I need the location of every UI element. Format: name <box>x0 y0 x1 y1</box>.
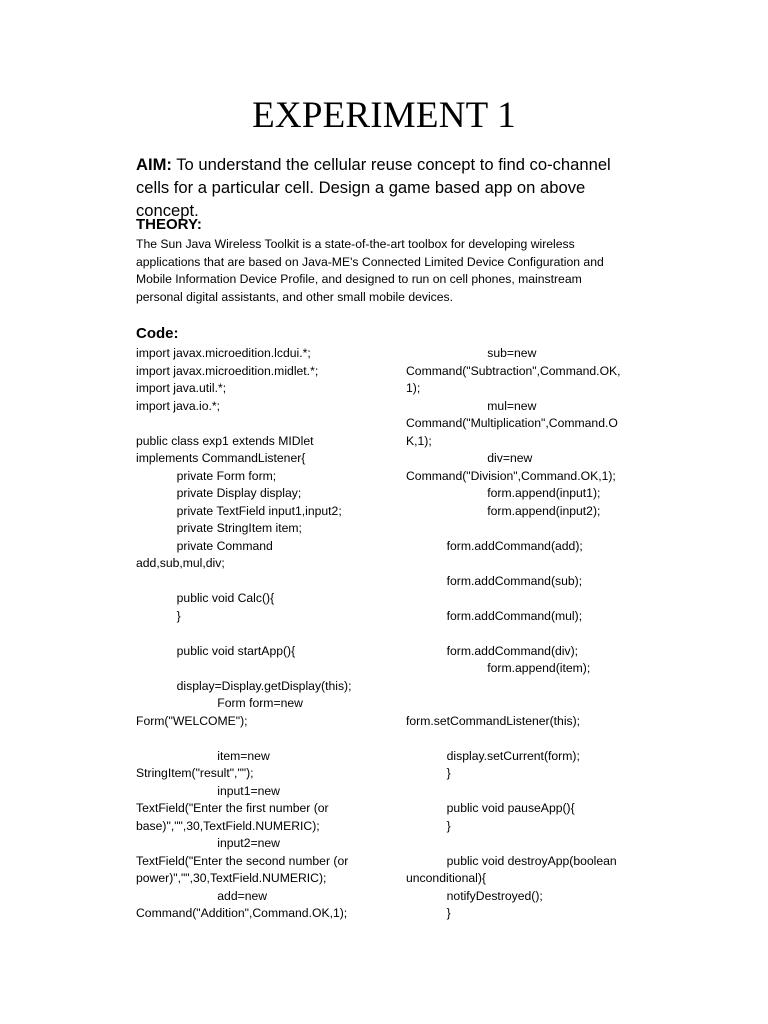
aim-label: AIM: <box>136 155 172 174</box>
code-line: form.addCommand(sub); <box>406 573 583 588</box>
code-line: add=new <box>136 888 268 903</box>
aim-text: To understand the cellular reuse concept to find co-channel cells for a particular cell. Design a game based app on above concept. <box>136 155 611 220</box>
code-line: } <box>136 608 181 623</box>
code-line: private Display display; <box>136 486 302 500</box>
code-line: Command("Multiplication",Command.O <box>406 416 618 430</box>
code-line <box>406 555 646 573</box>
code-line: form.addCommand(div); <box>406 643 579 658</box>
code-line: Command("Subtraction",Command.OK, <box>406 363 621 378</box>
code-line <box>136 660 386 678</box>
theory-paragraph: The Sun Java Wireless Toolkit is a state-of-the-art toolbox for developing wireless applications that are based on Java-ME's Connected Limited Device Configuration and Mobile Information Device Profile, and designed to run on cell phones, mainstream personal digital assistants, and other small mobile devices. <box>136 237 604 304</box>
code-line: div=new <box>406 451 533 465</box>
code-line: add,sub,mul,div; <box>136 556 225 570</box>
code-line: private Command <box>136 538 273 553</box>
code-line: form.addCommand(add); <box>406 538 583 553</box>
code-line <box>406 678 646 696</box>
aim-paragraph <box>136 153 646 222</box>
code-line: import javax.microedition.lcdui.*; <box>136 346 311 360</box>
code-line <box>406 783 646 801</box>
code-line: K,1); <box>406 433 432 448</box>
code-line: public void pauseApp(){ <box>406 801 575 815</box>
code-heading: Code: <box>136 325 179 342</box>
code-line: } <box>406 766 451 780</box>
code-line <box>136 625 386 643</box>
page-title: EXPERIMENT 1 <box>252 95 516 136</box>
code-line: Form form=new <box>136 696 303 710</box>
code-column-left <box>136 345 386 923</box>
code-line: Command("Addition",Command.OK,1); <box>136 906 348 920</box>
code-line: private Form form; <box>136 468 277 483</box>
code-line <box>406 625 646 643</box>
code-line <box>136 415 386 433</box>
code-line: form.setCommandListener(this); <box>406 713 581 728</box>
code-line <box>406 730 646 748</box>
code-line: power)","",30,TextField.NUMERIC); <box>136 871 327 885</box>
code-line: item=new <box>136 748 270 763</box>
code-line: mul=new <box>406 398 537 413</box>
code-column-right <box>406 345 646 923</box>
code-line: input2=new <box>136 836 280 850</box>
code-line: } <box>406 906 451 920</box>
code-line: sub=new <box>406 346 537 360</box>
code-line: public class exp1 extends MIDlet <box>136 433 314 448</box>
code-line <box>136 573 386 591</box>
code-line: private StringItem item; <box>136 521 302 535</box>
code-line: display=Display.getDisplay(this); <box>136 678 352 693</box>
code-line: private TextField input1,input2; <box>136 503 342 518</box>
code-line: notifyDestroyed(); <box>406 888 543 903</box>
code-line: StringItem("result",""); <box>136 766 254 780</box>
code-line: public void startApp(){ <box>136 643 296 658</box>
theory-heading: THEORY: <box>136 216 202 233</box>
code-line: TextField("Enter the first number (or <box>136 801 329 815</box>
code-line: Form("WELCOME"); <box>136 713 248 728</box>
code-line: display.setCurrent(form); <box>406 748 580 763</box>
code-line <box>406 590 646 608</box>
code-line: public void destroyApp(boolean <box>406 853 617 868</box>
code-line: form.append(item); <box>406 661 591 675</box>
code-line: TextField("Enter the second number (or <box>136 853 349 868</box>
code-line: form.append(input1); <box>406 486 601 500</box>
code-line: input1=new <box>136 783 280 798</box>
code-line: implements CommandListener{ <box>136 451 306 465</box>
code-line <box>406 835 646 853</box>
code-line: base)","",30,TextField.NUMERIC); <box>136 818 320 833</box>
code-line: form.append(input2); <box>406 503 601 518</box>
code-line: import java.io.*; <box>136 398 220 413</box>
code-line: } <box>406 818 451 833</box>
code-line: Command("Division",Command.OK,1); <box>406 468 616 483</box>
code-line: import java.util.*; <box>136 381 227 395</box>
code-line: form.addCommand(mul); <box>406 608 583 623</box>
code-line: import javax.microedition.midlet.*; <box>136 363 319 378</box>
code-line: 1); <box>406 381 421 395</box>
code-line: public void Calc(){ <box>136 591 275 605</box>
code-line: unconditional){ <box>406 871 486 885</box>
code-line <box>136 730 386 748</box>
code-line <box>406 695 646 713</box>
code-line <box>406 520 646 538</box>
